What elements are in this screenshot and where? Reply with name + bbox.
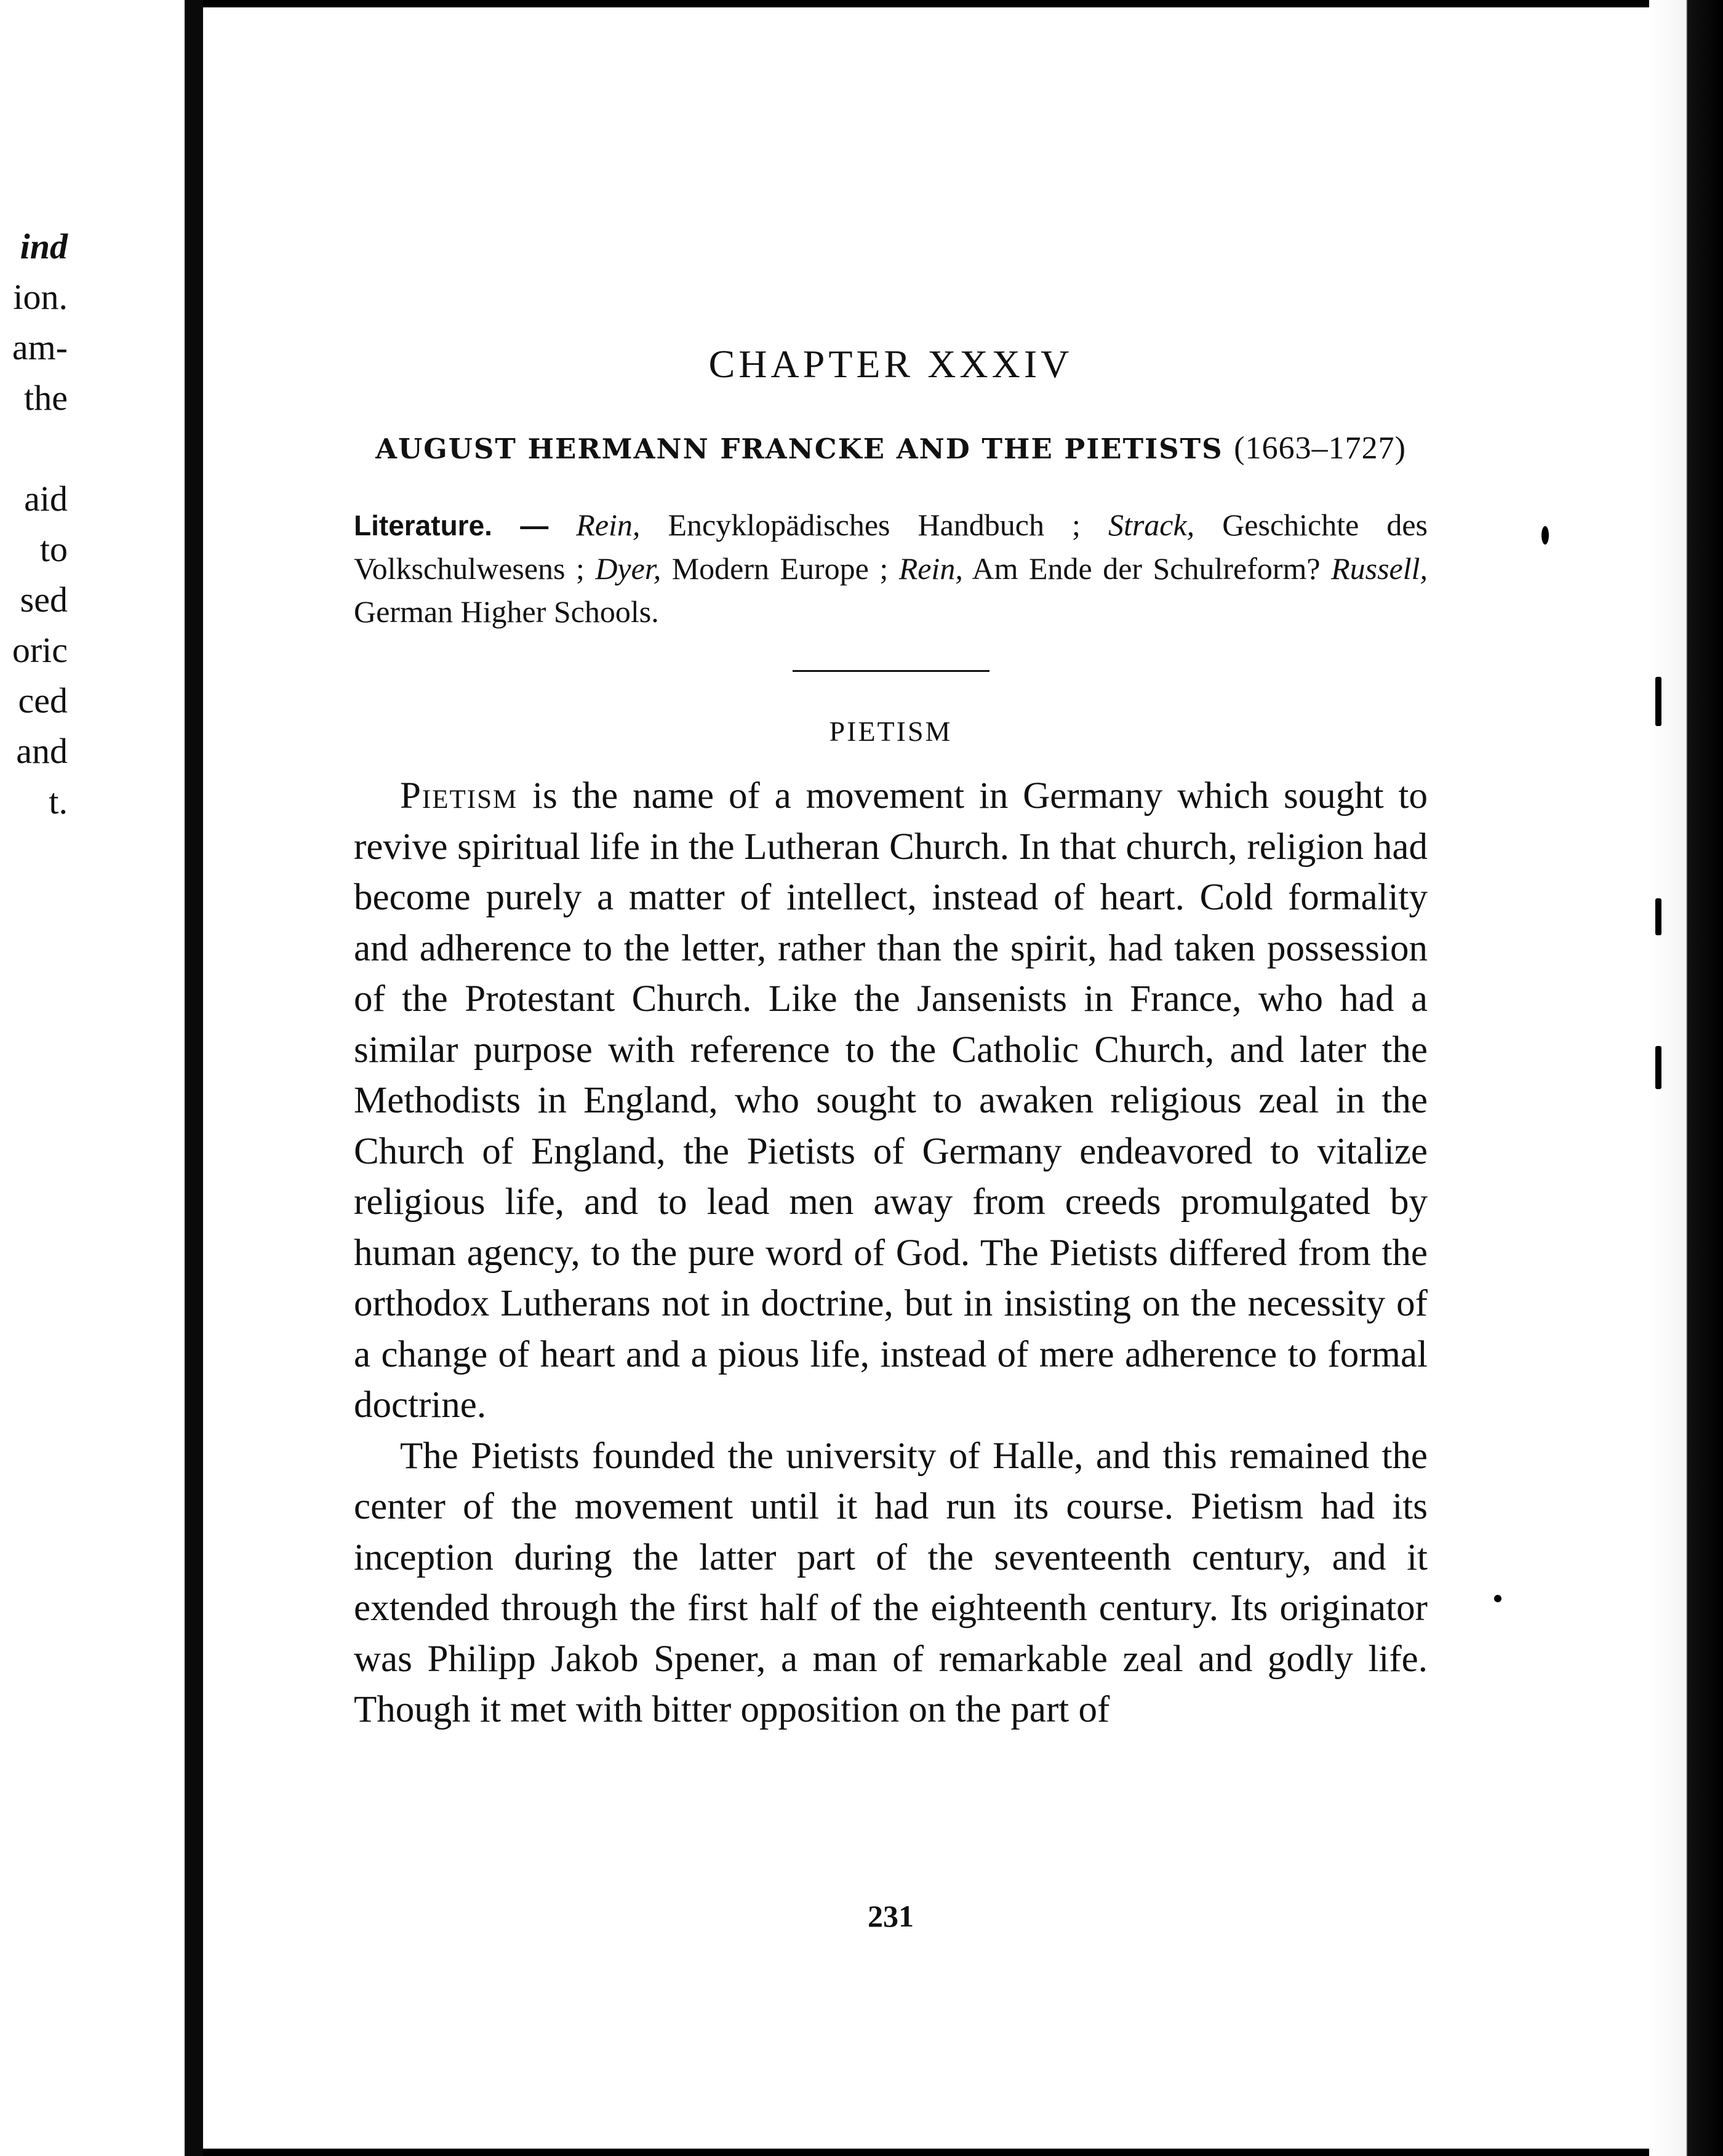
facing-page-line: aid <box>24 479 68 519</box>
literature-work: German Higher Schools. <box>354 594 659 629</box>
page-edge <box>1649 0 1723 2156</box>
facing-page <box>0 0 185 2156</box>
literature-author: Rein, <box>898 551 963 586</box>
facing-page-line: the <box>24 378 68 418</box>
chapter-dates: (1663–1727) <box>1234 431 1406 466</box>
literature-author: Rein, <box>576 508 641 542</box>
section-divider <box>793 670 989 672</box>
scan-speck <box>1494 1595 1501 1602</box>
edge-mark <box>1655 1046 1661 1089</box>
literature-work: Modern Europe ; <box>661 551 899 586</box>
page-content <box>354 341 1428 1736</box>
literature-author: Russell, <box>1331 551 1428 586</box>
facing-page-line: and <box>16 731 68 771</box>
page-number: 231 <box>868 1899 914 1933</box>
literature-work: Geschichte des Volkschulwesens ; <box>354 508 1428 586</box>
literature-list <box>354 503 1428 633</box>
facing-page-line: ced <box>18 681 68 721</box>
edge-mark <box>1655 898 1661 935</box>
facing-page-line: ind <box>20 226 68 266</box>
chapter-subtitle <box>354 430 1428 466</box>
facing-page-line: ion. <box>13 277 68 317</box>
edge-mark <box>1655 677 1661 726</box>
paragraph-text: The Pietists founded the university of Halle, and this remained the center of the movement until it had run its course. Pietism had its inception during the latter part of the seventeenth century, and it extended through the first half of the eighteenth century. Its originator was Philipp Jakob Spener, a man of remarkable zeal and godly life. Though it met with bitter opposition on the part of <box>354 1435 1428 1730</box>
literature-author: Dyer, <box>595 551 662 586</box>
chapter-number: CHAPTER XXXIV <box>708 342 1073 386</box>
facing-page-line: to <box>39 529 68 569</box>
paragraph-lead: Pietism <box>400 775 518 816</box>
section-heading: PIETISM <box>829 716 953 747</box>
facing-page-line <box>0 423 68 474</box>
paragraph-text: is the name of a movement in Germany which sought to revive spiritual life in the Lutheran Church. In that church, religion had become purely a matter of intellect, instead of heart. Cold formality and adherence to the letter, rather than the spirit, had taken possession of the Protestant Church. Like the Jansenists in France, who had a similar purpose with reference to the Catholic Church, and later the Methodists in England, who sought to awaken religious zeal in the Church of England, the Pietists of Germany endeavored to vitalize religious life, and to lead men away from creeds promulgated by human agency, to the pure word of God. The Pietists differed from the orthodox Lutherans not in doctrine, but in insisting on the necessity of a change of heart and a pious life, instead of mere adherence to formal doctrine. <box>354 775 1428 1426</box>
scan-speck <box>1541 526 1549 545</box>
literature-label: Literature. — <box>354 509 549 541</box>
literature-work: Am Ende der Schulreform? <box>962 551 1332 586</box>
facing-page-line: oric <box>12 630 68 670</box>
literature-work: Encyklopädisches Handbuch ; <box>640 508 1108 542</box>
book-gutter <box>185 0 203 2156</box>
literature-author: Strack, <box>1108 508 1195 542</box>
body-paragraph <box>354 771 1428 1431</box>
facing-page-text <box>0 222 68 827</box>
facing-page-line: sed <box>20 580 68 620</box>
facing-page-line: am- <box>12 327 68 367</box>
body-paragraph <box>354 1431 1428 1736</box>
facing-page-line: t. <box>49 781 68 821</box>
chapter-subtitle-text: AUGUST HERMANN FRANCKE AND THE PIETISTS <box>375 433 1223 465</box>
